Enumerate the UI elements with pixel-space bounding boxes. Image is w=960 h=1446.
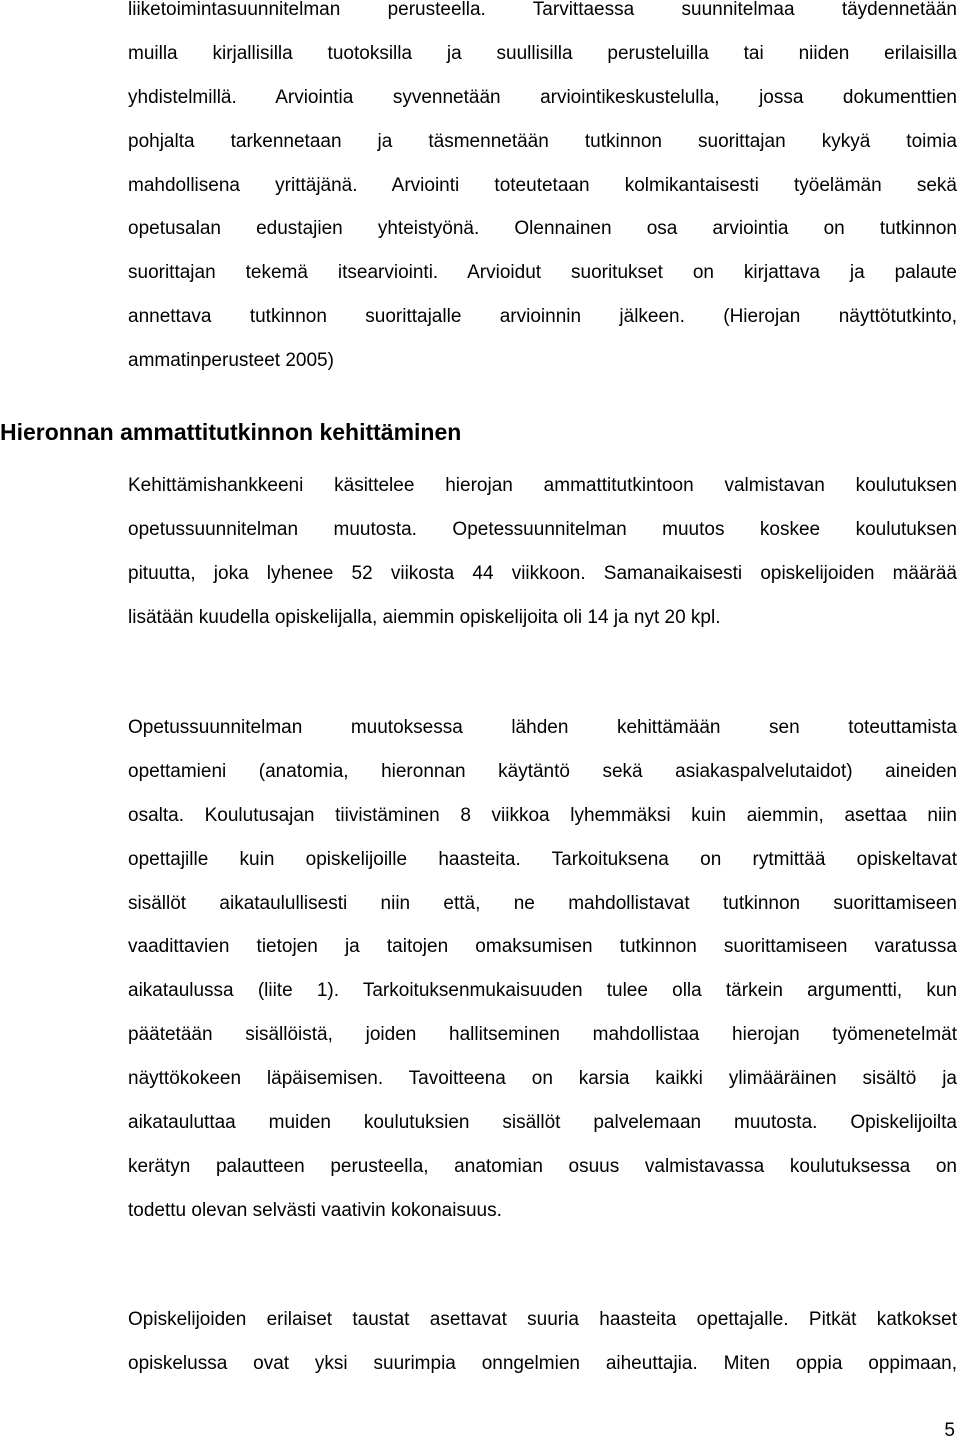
text-line: annettava tutkinnon suorittajalle arvioinnin jälkeen. (Hierojan näyttötutkinto, [128, 306, 957, 328]
text-line: opiskelussa ovat yksi suurimpia onngelmien aiheuttajia. Miten oppia oppimaan, [128, 1352, 957, 1374]
text-line: todettu olevan selvästi vaativin kokonaisuus. [128, 1199, 502, 1221]
text-line: opetussuunnitelman muutosta. Opetessuunnitelman muutos koskee koulutuksen [128, 518, 957, 540]
text-line: aikataulussa (liite 1). Tarkoituksenmukaisuuden tulee olla tärkein argumentti, kun [128, 980, 957, 1002]
text-line: pituutta, joka lyhenee 52 viikosta 44 viikkoon. Samanaikaisesti opiskelijoiden määrää [128, 562, 957, 584]
text-line: ammatinperusteet 2005) [128, 350, 334, 372]
paragraph-project-intro [128, 464, 957, 640]
text-line: kerätyn palautteen perusteella, anatomian osuus valmistavassa koulutuksessa on [128, 1155, 957, 1177]
text-line: osalta. Koulutusajan tiivistäminen 8 viikkoa lyhemmäksi kuin aiemmin, asettaa niin [128, 804, 957, 826]
paragraph-curriculum-change [128, 706, 957, 1233]
text-line: vaadittavien tietojen ja taitojen omaksumisen tutkinnon suorittamiseen varatussa [128, 936, 957, 958]
paragraph-assessment [128, 0, 957, 383]
page-number: 5 [944, 1420, 955, 1441]
text-line: mahdollisena yrittäjänä. Arviointi toteutetaan kolmikantaisesti työelämän sekä [128, 174, 957, 196]
text-line: aikatauluttaa muiden koulutuksien sisällöt palvelemaan muutosta. Opiskelijoilta [128, 1112, 957, 1134]
text-line: liiketoimintasuunnitelman perusteella. Tarvittaessa suunnitelmaa täydennetään [128, 0, 957, 20]
text-line: suorittajan tekemä itsearviointi. Arvioidut suoritukset on kirjattava ja palaute [128, 262, 957, 284]
section-heading: Hieronnan ammattitutkinnon kehittäminen [0, 419, 462, 445]
text-line: yhdistelmillä. Arviointia syvennetään arviointikeskustelulla, jossa dokumenttien [128, 86, 957, 108]
text-line: Opiskelijoiden erilaiset taustat asettavat suuria haasteita opettajalle. Pitkät katkokset [128, 1309, 957, 1330]
text-line: opettamieni (anatomia, hieronnan käytäntö sekä asiakaspalvelutaidot) aineiden [128, 760, 957, 782]
text-line: sisällöt aikataulullisesti niin että, ne mahdollistavat tutkinnon suorittamiseen [128, 892, 957, 914]
text-line: Kehittämishankkeeni käsittelee hierojan ammattitutkintoon valmistavan koulutuksen [128, 475, 957, 496]
text-line: pohjalta tarkennetaan ja täsmennetään tutkinnon suorittajan kykyä toimia [128, 130, 957, 152]
text-line: muilla kirjallisilla tuotoksilla ja suullisilla perusteluilla tai niiden erilaisilla [128, 42, 957, 64]
paragraph-student-backgrounds [128, 1298, 957, 1386]
text-line: lisätään kuudella opiskelijalla, aiemmin opiskelijoita oli 14 ja nyt 20 kpl. [128, 606, 721, 628]
text-line: opetusalan edustajien yhteistyönä. Olennainen osa arviointia on tutkinnon [128, 218, 957, 240]
text-line: näyttökokeen läpäisemisen. Tavoitteena on karsia kaikki ylimääräinen sisältö ja [128, 1068, 957, 1090]
text-line: Opetussuunnitelman muutoksessa lähden kehittämään sen toteuttamista [128, 717, 957, 738]
text-line: opettajille kuin opiskelijoille haasteita. Tarkoituksena on rytmittää opiskeltavat [128, 848, 957, 870]
text-line: päätetään sisällöistä, joiden hallitseminen mahdollistaa hierojan työmenetelmät [128, 1024, 957, 1046]
